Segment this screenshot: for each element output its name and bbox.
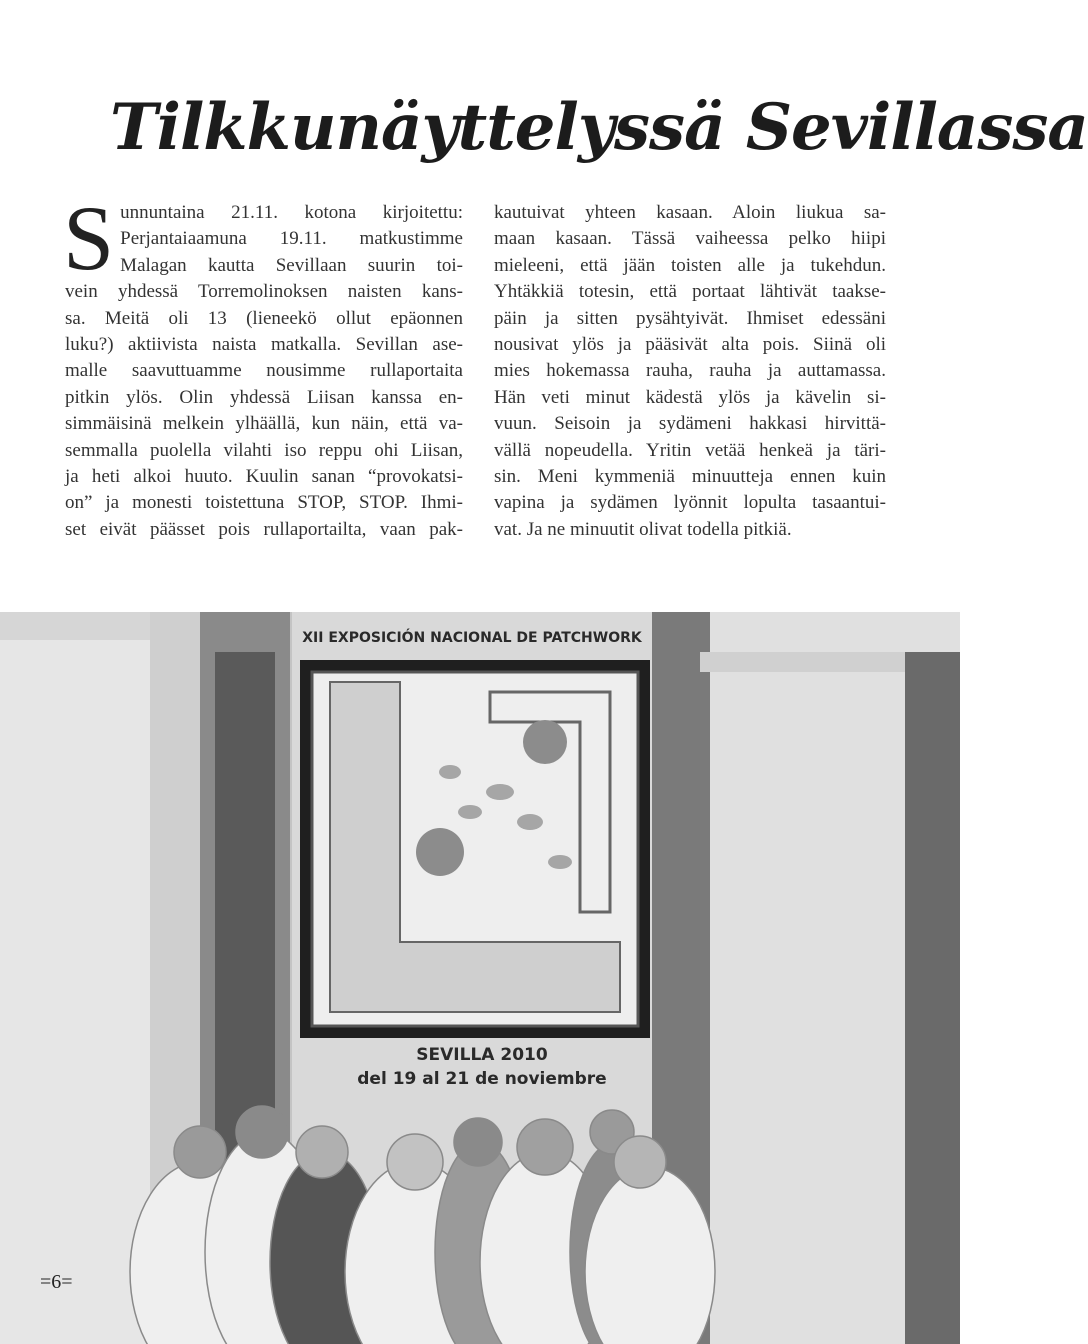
text-line: luku?) aktiivista naista matkalla. Sevillan ase- bbox=[65, 333, 463, 355]
text-line: mies hokemassa rauha, rauha ja auttamassa. bbox=[494, 360, 886, 382]
text-line: sin. Meni kymmeniä minuutteja ennen kuin bbox=[494, 465, 886, 487]
text-line: vuun. Seisoin ja sydämeni hakkasi hirvittä- bbox=[494, 413, 886, 435]
text-line: unnuntaina 21.11. kotona kirjoitettu: bbox=[120, 202, 463, 223]
text-line: vat. Ja ne minuutit olivat todella pitkiä. bbox=[494, 518, 792, 540]
text-line: Perjantaiaamuna 19.11. matkustimme bbox=[120, 228, 463, 250]
group-of-women bbox=[130, 1106, 715, 1344]
text-line: on” ja monesti toistettuna STOP, STOP. Ihmi- bbox=[65, 492, 463, 514]
drop-cap: S bbox=[63, 187, 115, 289]
banner-dates: del 19 al 21 de noviembre bbox=[357, 1069, 607, 1089]
left-column bbox=[63, 187, 463, 543]
exhibition-photo bbox=[0, 612, 960, 1344]
banner-heading: XII EXPOSICIÓN NACIONAL DE PATCHWORK bbox=[302, 630, 642, 646]
text-line: kautuivat yhteen kasaan. Aloin liukua sa- bbox=[494, 202, 886, 223]
page-number: =6= bbox=[40, 1271, 73, 1293]
photo-illustration bbox=[0, 612, 960, 1344]
text-line: vein yhdessä Torremolinoksen naisten kans- bbox=[65, 281, 463, 303]
text-line: semmalla puolella vilahti iso reppu ohi Liisan, bbox=[65, 439, 463, 461]
text-line: päin ja sitten pysähtyivät. Ihmiset edessäni bbox=[494, 307, 886, 329]
article-title: Tilkkunäyttelyssä Sevillassa bbox=[110, 90, 1088, 165]
text-line: mieleeni, että jään toisten alle ja tukehdun. bbox=[494, 254, 886, 276]
text-line: ja heti alkoi huuto. Kuulin sanan “provokatsi- bbox=[65, 465, 463, 487]
text-line: Malagan kautta Sevillaan suurin toi- bbox=[120, 254, 463, 276]
text-line: sa. Meitä oli 13 (lieneekö ollut epäonnen bbox=[65, 307, 463, 329]
text-line: simmäisinä melkein ylhäällä, kun näin, että va- bbox=[65, 413, 463, 435]
right-column bbox=[494, 200, 886, 543]
text-line: set eivät päässet pois rullaportailta, vaan pak- bbox=[65, 518, 463, 540]
text-line: Yhtäkkiä totesin, että portaat lähtivät taakse- bbox=[494, 281, 886, 303]
text-line: vapina ja sydämen lyönnit lopulta tasaantui- bbox=[494, 492, 886, 514]
text-line: vällä nopeudella. Yritin vetää henkeä ja täri- bbox=[494, 439, 886, 461]
banner-city: SEVILLA 2010 bbox=[416, 1045, 548, 1065]
text-line: maan kasaan. Tässä vaiheessa pelko hiipi bbox=[494, 228, 886, 250]
text-line: nousivat ylös ja pääsivät alta pois. Siinä oli bbox=[494, 333, 886, 355]
text-line: pitkin ylös. Olin yhdessä Liisan kanssa en- bbox=[65, 386, 463, 408]
text-line: Hän veti minut kädestä ylös ja kävelin si- bbox=[494, 386, 886, 408]
text-line: malle saavuttuamme nousimme rullaportaita bbox=[65, 360, 463, 382]
